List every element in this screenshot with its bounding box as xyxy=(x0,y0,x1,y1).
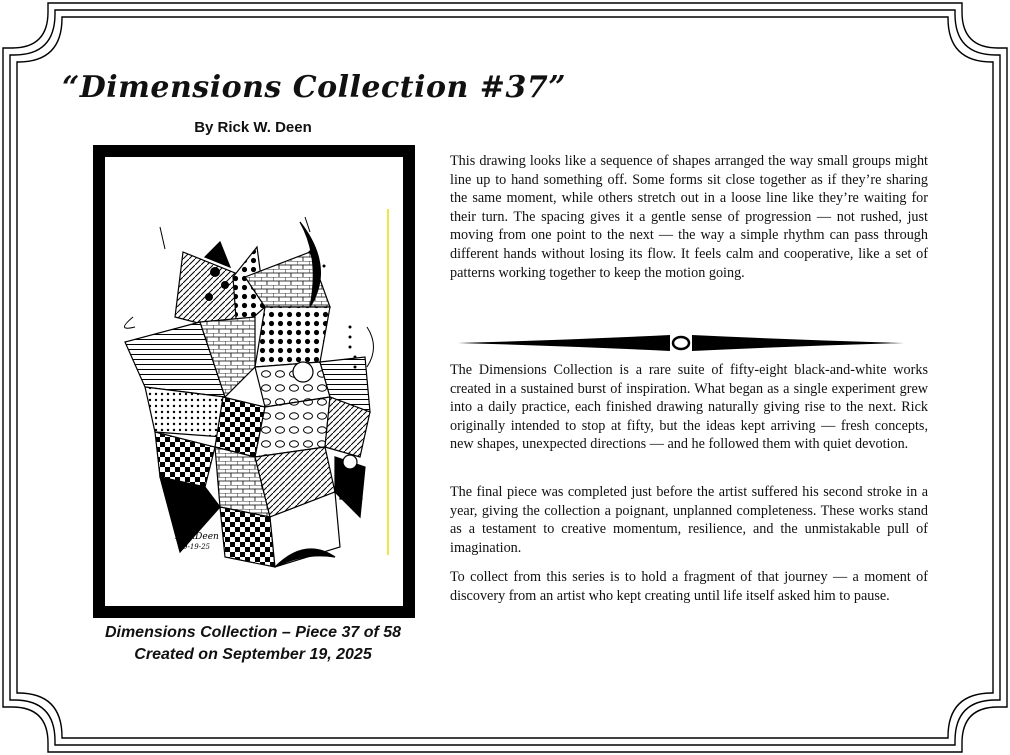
caption-date: Created on September 19, 2025 xyxy=(134,646,372,663)
ornamental-divider xyxy=(456,331,906,355)
caption-piece-number: Dimensions Collection – Piece 37 of 58 xyxy=(104,624,402,641)
final-piece-paragraph: The final piece was completed just before the artist suffered his second stroke in a year, giving the collection a poignant, unplanned completeness. These works stand as a testament to creative momentum, resilience, and the unmistakable pull of imagination. xyxy=(450,484,928,556)
collection-paragraph: The Dimensions Collection is a rare suite of fifty-eight black-and-white works created in a sustained burst of inspiration. What began as a single experiment grew into a daily practice, each finished drawing naturally giving rise to the next. Rick originally intended to stop at fifty, but the ideas kept arriving — fresh concepts, new shapes, unexpected directions — and he followed them with quiet devotion. xyxy=(450,362,928,453)
artwork-frame xyxy=(93,145,415,618)
page-title: “Dimensions Collection #37” xyxy=(62,70,566,105)
artwork-signature-date: 9-19-25 xyxy=(183,543,210,551)
artwork-caption xyxy=(70,622,436,666)
artwork-signature: RickDeen xyxy=(175,532,219,542)
collect-paragraph: To collect from this series is to hold a fragment of that journey — a moment of discovery from an artist who kept creating until life itself asked him to pause. xyxy=(450,569,928,604)
artwork-drawing xyxy=(105,157,403,606)
artist-byline: By Rick W. Deen xyxy=(194,119,312,136)
artwork-mat xyxy=(105,157,403,606)
description-paragraph: This drawing looks like a sequence of shapes arranged the way small groups might line up to hand something off. Some forms sit close together as if they’re sharing the same moment, while others stretch out in a loose line like they’re waiting for their turn. The spacing gives it a gentle sense of progression — not rushed, just moving from one point to the next — the way a simple rhythm can pass through different hands without losing its flow. It feels calm and cooperative, like a set of patterns working together to keep the motion going. xyxy=(450,153,928,281)
